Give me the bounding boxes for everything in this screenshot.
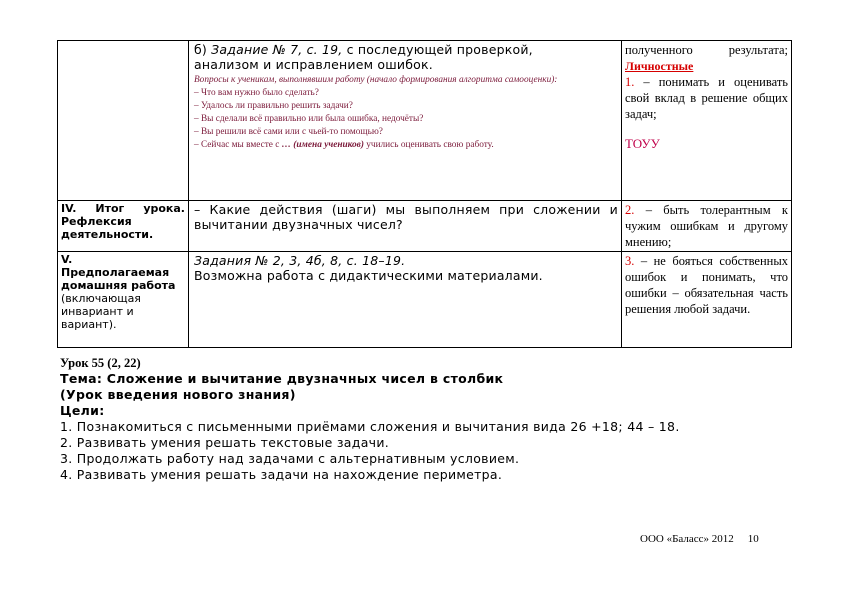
task-reference: Задание № 7, с. 19, xyxy=(211,42,343,57)
item-text: – понимать и оценивать свой вклад в решение общих задач; xyxy=(625,75,788,121)
item-text: – не бояться собственных ошибок и понимать, что ошибки – обязательная часть решения любой задачи. xyxy=(625,254,788,316)
question-part: учились оценивать свою работу. xyxy=(363,140,494,150)
goal-item: 2. Развивать умения решать текстовые задачи. xyxy=(60,435,390,450)
stage-number: V. xyxy=(61,253,73,266)
item-number: 3. xyxy=(625,254,635,268)
item-number: 1. xyxy=(625,75,635,89)
publisher-text: ООО «Баласс» 2012 xyxy=(640,533,734,545)
item-number: 2. xyxy=(625,203,635,217)
results-cell xyxy=(622,252,792,348)
personal-item-2 xyxy=(625,202,788,250)
table-row xyxy=(58,41,792,201)
table-row xyxy=(58,201,792,252)
task-rest: с последующей проверкой, xyxy=(342,42,533,57)
questions-heading: Вопросы к ученикам, выполнявшим работу (начало формирования алгоритма самооценки): xyxy=(194,75,558,85)
stage-name: Предполагаемая домашняя работа xyxy=(61,266,176,292)
question-item: – Вы сделали всё правильно или была ошибка, недочёты? xyxy=(194,114,424,124)
lesson-plan-table xyxy=(57,40,792,348)
goal-item: 1. Познакомиться с письменными приёмами сложения и вычитания вида 26 +18; 44 – 18. xyxy=(60,419,680,434)
personal-item-3 xyxy=(625,253,788,317)
lesson-type: (Урок введения нового знания) xyxy=(60,387,296,402)
question-item-last xyxy=(194,139,618,152)
content-cell xyxy=(189,41,622,201)
question-item: – Что вам нужно было сделать? xyxy=(194,88,319,98)
lesson-header xyxy=(60,356,800,483)
results-cell xyxy=(622,201,792,252)
table-row xyxy=(58,252,792,348)
goal-item: 4. Развивать умения решать задачи на нахождение периметра. xyxy=(60,467,503,482)
question-item: – Удалось ли правильно решить задачи? xyxy=(194,101,353,111)
goals-label: Цели: xyxy=(60,403,105,418)
results-line: полученного результата; xyxy=(625,43,788,57)
homework-note: Возможна работа с дидактическими материалами. xyxy=(194,268,543,283)
stage-name: Итог урока. Рефлексия деятельности. xyxy=(61,202,185,241)
stage-cell-empty xyxy=(58,41,189,201)
task-line-2: анализом и исправлением ошибок. xyxy=(194,57,433,72)
stage-title xyxy=(61,253,185,292)
stage-note: (включающая инвариант и вариант). xyxy=(61,292,141,331)
task-line xyxy=(194,42,618,57)
personal-item-1 xyxy=(625,74,788,122)
questions-block xyxy=(194,74,618,152)
task-prefix: б) xyxy=(194,42,212,57)
lesson-number: Урок 55 (2, 22) xyxy=(60,356,141,370)
stage-cell xyxy=(58,201,189,252)
question-item: – Вы решили всё сами или с чьей-то помощью? xyxy=(194,127,383,137)
results-cell xyxy=(622,41,792,201)
homework-tasks: Задания № 2, 3, 4б, 8, с. 18–19. xyxy=(194,253,406,268)
toyy-label: ТОУУ xyxy=(625,136,660,151)
stage-number: IV. xyxy=(61,202,77,215)
question-part: – Сейчас мы вместе с xyxy=(194,140,282,150)
lesson-topic: Тема: Сложение и вычитание двузначных чисел в столбик xyxy=(60,371,504,386)
item-text: – быть толерантным к чужим ошибкам и другому мнению; xyxy=(625,203,788,249)
page-number: 10 xyxy=(747,533,759,545)
goal-item: 3. Продолжать работу над задачами с альтернативным условием. xyxy=(60,451,520,466)
reflection-question: – Какие действия (шаги) мы выполняем при сложении и вычитании двузначных чисел? xyxy=(194,202,618,232)
question-part-emphasis: … (имена учеников) xyxy=(281,140,364,150)
content-cell xyxy=(189,201,622,252)
stage-cell xyxy=(58,252,189,348)
page-footer xyxy=(640,533,759,545)
stage-title xyxy=(61,202,185,241)
content-cell xyxy=(189,252,622,348)
personal-heading: Личностные xyxy=(625,59,694,73)
